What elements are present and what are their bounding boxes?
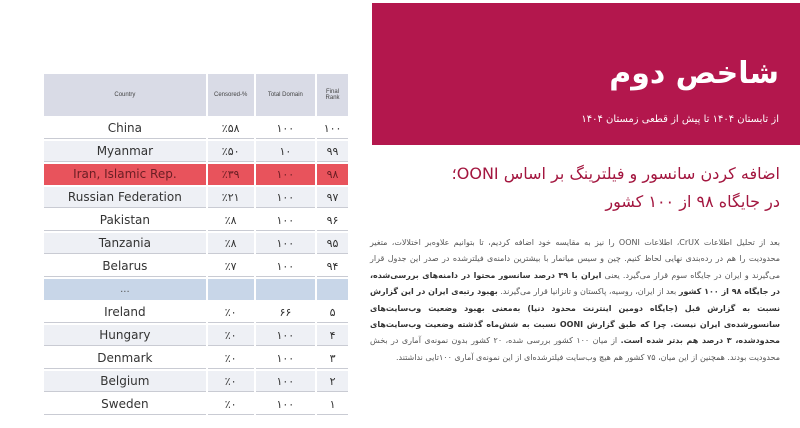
censored-cell: ٪۰: [208, 371, 254, 392]
table-row: [44, 371, 348, 392]
header-censored: Censored-%: [208, 74, 254, 116]
censorship-ranking-table: [42, 72, 350, 417]
country-cell: Pakistan: [44, 210, 206, 231]
country-cell: Denmark: [44, 348, 206, 369]
table-row: [44, 210, 348, 231]
table-row: [44, 233, 348, 254]
total-domain-cell: ۱۰۰: [256, 118, 316, 139]
rank-cell: ۴: [317, 325, 348, 346]
rank-cell: ۱: [317, 394, 348, 415]
headline-line-1: اضافه کردن سانسور و فیلترینگ بر اساس OONI؛: [451, 164, 780, 183]
total-domain-cell: ۱۰۰: [256, 348, 316, 369]
total-domain-cell: ۱۰۰: [256, 233, 316, 254]
censored-cell: ٪۵۸: [208, 118, 254, 139]
censored-cell: ٪۳۹: [208, 164, 254, 185]
country-cell: Myanmar: [44, 141, 206, 162]
rank-cell: ۹۸: [317, 164, 348, 185]
total-domain-cell: ۱۰۰: [256, 371, 316, 392]
country-cell: Sweden: [44, 394, 206, 415]
rank-cell: ۵: [317, 302, 348, 323]
country-cell: Hungary: [44, 325, 206, 346]
total-domain-cell: [256, 279, 316, 300]
country-cell: Ireland: [44, 302, 206, 323]
rank-cell: ۹۶: [317, 210, 348, 231]
table-row: [44, 325, 348, 346]
section-subtitle: از تابستان ۱۴۰۴ تا پیش از قطعی زمستان ۱۴۰۴: [581, 114, 779, 125]
country-cell: Iran, Islamic Rep.: [44, 164, 206, 185]
table-row: [44, 302, 348, 323]
total-domain-cell: ۱۰۰: [256, 394, 316, 415]
censored-cell: ٪۷: [208, 256, 254, 277]
total-domain-cell: ۱۰۰: [256, 325, 316, 346]
total-domain-cell: ۱۰۰: [256, 187, 316, 208]
table-row-highlighted: [44, 164, 348, 185]
rank-cell: ۳: [317, 348, 348, 369]
rank-cell: ۹۴: [317, 256, 348, 277]
censored-cell: ٪۵۰: [208, 141, 254, 162]
country-cell: Tanzania: [44, 233, 206, 254]
rank-cell: ۱۰۰: [317, 118, 348, 139]
total-domain-cell: ۶۶: [256, 302, 316, 323]
censored-cell: ٪۰: [208, 325, 254, 346]
censored-cell: ٪۸: [208, 210, 254, 231]
table-row: [44, 141, 348, 162]
total-domain-cell: ۱۰۰: [256, 210, 316, 231]
rank-cell: ۹۵: [317, 233, 348, 254]
rank-cell: ۹۷: [317, 187, 348, 208]
body-text-3: از میان ۱۰۰ کشور بررسی شده، ۲۰ کشور بدون نمونه‌ی آماری در بخش محدودیت بودند. همچنین از این میان، ۷۵ کشور هم هیچ وب‌سایت فیلترشده‌ای از این نمونه‌ی آماری ۱۰۰تایی نداشتند.: [370, 336, 780, 362]
header-final-rank: Final Rank: [317, 74, 348, 116]
censored-cell: ٪۰: [208, 348, 254, 369]
censored-cell: ٪۲۱: [208, 187, 254, 208]
rank-cell: [317, 279, 348, 300]
header-total-domain: Total Domain: [256, 74, 316, 116]
table-row: [44, 348, 348, 369]
total-domain-cell: ۱۰۰: [256, 256, 316, 277]
header-country: Country: [44, 74, 206, 116]
body-bold-1: ایران با ۳۹ درصد سانسور محتوا در دامنه‌های بررسی‌شده، در جایگاه ۹۸ از ۱۰۰ کشور: [370, 270, 780, 297]
section-banner: [372, 3, 800, 145]
table-row-ellipsis: [44, 279, 348, 300]
ellipsis-cell: ...: [44, 279, 206, 300]
article-headline: [380, 160, 780, 216]
table-row: [44, 394, 348, 415]
body-text-2: بعد از ایران، روسیه، پاکستان و تانزانیا قرار می‌گیرند.: [500, 287, 677, 297]
table-row: [44, 118, 348, 139]
table-row: [44, 256, 348, 277]
censored-cell: ٪۰: [208, 394, 254, 415]
rank-cell: ۹۹: [317, 141, 348, 162]
censored-cell: ٪۰: [208, 302, 254, 323]
censored-cell: [208, 279, 254, 300]
table-row: [44, 187, 348, 208]
section-title: شاخص دوم: [609, 56, 779, 91]
total-domain-cell: ۱۰۰: [256, 164, 316, 185]
country-cell: Russian Federation: [44, 187, 206, 208]
country-cell: China: [44, 118, 206, 139]
total-domain-cell: ۱۰: [256, 141, 316, 162]
country-cell: Belarus: [44, 256, 206, 277]
headline-line-2: در جایگاه ۹۸ از ۱۰۰ کشور: [605, 192, 780, 211]
body-text-1: بعد از تحلیل اطلاعات CrUX، اطلاعات OONI را نیز به مقایسه خود اضافه کردیم، تا بتوانیم علاوه‌بر اختلالات، متغیر محدودیت را هم در رده‌بندی نهایی لحاظ کنیم. چین و سیس میانمار با بیشترین دامنه‌ی فیلترشده در صدر این جدول قرار می‌گیرند و ایران در جایگاه سوم قرار می‌گیرد. یعنی: [370, 238, 781, 280]
table-header-row: [44, 74, 348, 116]
country-cell: Belgium: [44, 371, 206, 392]
censored-cell: ٪۸: [208, 233, 254, 254]
article-body: [370, 235, 780, 366]
rank-cell: ۲: [317, 371, 348, 392]
body-bold-2: بهبود رتبه‌ی ایران در این گزارش نسبت به گزارش قبل (جایگاه دومین اینترنت محدود دنیا) به‌معنی بهبود وضعیت وب‌سایت‌های سانسورشده‌ی ایران نیست. چرا که طبق گزارش OONI نسبت به شش‌ماه گذشته وضعیت وب‌سایت‌های محدودشده، ۳ درصد هم بدتر شده است.: [370, 287, 780, 346]
